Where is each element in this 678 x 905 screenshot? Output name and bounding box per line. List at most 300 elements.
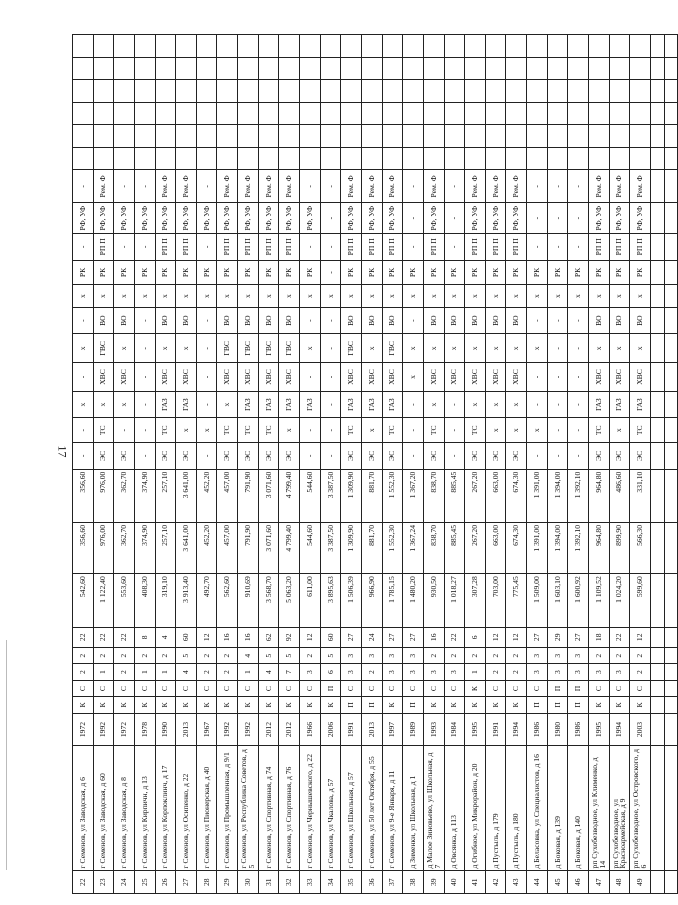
cell-facade: РФ, УФ [361,203,382,234]
cell-empty [320,147,341,170]
cell-gas: х [485,391,506,418]
cell-cold-water: - [134,363,155,392]
cell-drainage: ВО [423,307,444,334]
cell-empty [361,80,382,103]
cell-empty [134,102,155,125]
cell-area-residential: 267,20 [465,469,486,522]
cell-empty [341,147,362,170]
cell-empty [664,307,678,334]
cell-electric: ЭС [238,443,259,470]
cell-drainage: ВО [155,307,176,334]
cell-entrances: 2 [609,648,630,664]
cell-empty [506,125,527,148]
cell-empty [650,125,664,148]
cell-empty [664,443,678,470]
cell-empty [341,35,362,58]
cell-empty [93,35,114,58]
cell-empty [547,80,568,103]
cell-facade: - [444,203,465,234]
cell-empty [465,57,486,80]
cell-drainage: ВО [444,307,465,334]
cell-empty [650,57,664,80]
cell-empty [341,125,362,148]
cell-gas-heat: х [506,418,527,443]
cell-area-living: 1 392,10 [568,523,589,574]
cell-roof-x: х [279,285,300,308]
cell-roof-x: х [176,285,197,308]
cell-empty [664,80,678,103]
blank-row [650,35,664,894]
cell-area-total: 542,60 [73,574,94,627]
cell-build-year: 1989 [403,713,424,746]
cell-lift: РП П [382,234,403,261]
cell-empty [650,418,664,443]
cell-empty [664,391,678,418]
cell-empty [589,125,610,148]
cell-address: г Семенов, ул 9-е Января, д 11 [382,746,403,871]
cell-cold-water: ХВС [444,363,465,392]
cell-apartments: 22 [73,627,94,648]
cell-hot-water: х [527,334,548,363]
cell-empty [664,746,678,871]
rotated-table-wrapper [72,34,649,894]
table-row [423,35,444,894]
cell-roof-x: х [568,285,589,308]
cell-cold-water: - [300,363,321,392]
cell-gas-heat: ТС [258,418,279,443]
cell-entrances: 2 [444,648,465,664]
cell-wall-material: П [361,697,382,713]
cell-floor-type: С [506,680,527,696]
cell-empty [73,102,94,125]
cell-empty [423,57,444,80]
cell-hot-water: ГВС [279,334,300,363]
cell-area-total: 492,70 [196,574,217,627]
cell-gas-heat: ТС [630,418,651,443]
cell-area-residential: 1 392,10 [568,469,589,522]
cell-apartments: 12 [196,627,217,648]
cell-drainage: ВО [341,307,362,334]
cell-floors: 2 [485,664,506,680]
cell-cold-water: ХВС [382,363,403,392]
cell-area-living: 257,10 [155,523,176,574]
cell-empty [361,35,382,58]
cell-area-residential: 663,00 [485,469,506,522]
cell-gas-heat: ТС [341,418,362,443]
cell-gas: ГАЗ [300,391,321,418]
cell-build-year: 1992 [238,713,259,746]
cell-electric: ЭС [465,443,486,470]
cell-empty [609,57,630,80]
cell-row-number: 29 [217,871,238,894]
cell-cold-water: ХВС [155,363,176,392]
cell-gas-heat: х [279,418,300,443]
cell-lift: - [547,234,568,261]
cell-row-number: 36 [361,871,382,894]
cell-drainage: - [527,307,548,334]
cell-floors: 2 [361,664,382,680]
cell-gas-heat: х [176,418,197,443]
table-row [444,35,465,894]
cell-floor-type: С [114,680,135,696]
cell-empty [444,102,465,125]
cell-build-year: 1994 [609,713,630,746]
cell-empty [589,147,610,170]
cell-roof-x: х [134,285,155,308]
cell-address: д Малое Зиновьево, ул Школьная, д 7 [423,746,444,871]
cell-facade: РФ, УФ [485,203,506,234]
cell-roof: РК [506,260,527,285]
cell-address: г Семенов, ул Корпоклинч, д 17 [155,746,176,871]
cell-area-total: 1 122,40 [93,574,114,627]
cell-build-year: 1972 [114,713,135,746]
cell-wall-material: К [423,697,444,713]
cell-address: д Овсянка, д 113 [444,746,465,871]
cell-facade: РФ, УФ [465,203,486,234]
cell-roof: РК [465,260,486,285]
cell-empty [650,234,664,261]
cell-hot-water: - [320,334,341,363]
cell-empty [664,418,678,443]
cell-facade: РФ, УФ [73,203,94,234]
cell-roof: РК [589,260,610,285]
cell-row-number: 45 [547,871,568,894]
cell-empty [609,80,630,103]
cell-wall-material: П [403,697,424,713]
cell-lift: - [300,234,321,261]
cell-wall-material: К [196,697,217,713]
cell-area-residential: 976,00 [93,469,114,522]
cell-repair: Рем. Ф [630,170,651,203]
cell-area-total: 408,30 [134,574,155,627]
cell-empty [361,125,382,148]
cell-empty [444,80,465,103]
cell-roof: РК [382,260,403,285]
cell-hot-water: х [300,334,321,363]
cell-entrances: 3 [382,648,403,664]
cell-empty [609,125,630,148]
cell-floors: 3 [609,664,630,680]
cell-empty [664,871,678,894]
cell-empty [196,57,217,80]
cell-hot-water: х [609,334,630,363]
cell-repair: Рем. Ф [485,170,506,203]
cell-empty [568,147,589,170]
cell-area-total: 1 509,00 [527,574,548,627]
cell-empty [664,627,678,648]
housing-register-table [72,34,678,894]
cell-wall-material: П [547,697,568,713]
cell-drainage: - [568,307,589,334]
cell-drainage: ВО [465,307,486,334]
cell-facade: РФ, УФ [258,203,279,234]
cell-cold-water: х [403,363,424,392]
cell-empty [258,125,279,148]
cell-empty [320,57,341,80]
cell-wall-material: К [238,697,259,713]
cell-row-number: 39 [423,871,444,894]
cell-roof: РК [300,260,321,285]
cell-empty [664,574,678,627]
cell-wall-material: К [279,697,300,713]
cell-empty [155,125,176,148]
cell-area-residential: 1 309,90 [341,469,362,522]
cell-gas-heat: ТС [155,418,176,443]
cell-empty [300,147,321,170]
cell-empty [238,102,259,125]
cell-empty [155,57,176,80]
cell-cold-water: ХВС [423,363,444,392]
cell-entrances: 2 [196,648,217,664]
cell-facade: - [527,203,548,234]
cell-gas-heat: - [73,418,94,443]
cell-cold-water: ХВС [176,363,197,392]
cell-empty [630,147,651,170]
cell-area-living: 4 799,40 [279,523,300,574]
cell-repair: - [320,170,341,203]
cell-area-living: 881,70 [361,523,382,574]
cell-empty [527,57,548,80]
cell-drainage: ВО [485,307,506,334]
cell-floors: 3 [527,664,548,680]
cell-floor-type: П [547,680,568,696]
cell-build-year: 1995 [465,713,486,746]
cell-empty [258,57,279,80]
cell-roof-x: х [361,285,382,308]
cell-empty [403,35,424,58]
cell-cold-water: ХВС [609,363,630,392]
cell-empty [238,147,259,170]
cell-empty [589,35,610,58]
cell-row-number: 44 [527,871,548,894]
cell-empty [547,35,568,58]
cell-area-living: 838,70 [423,523,444,574]
cell-drainage: - [300,307,321,334]
cell-lift: РП П [217,234,238,261]
cell-apartments: 27 [527,627,548,648]
cell-empty [300,125,321,148]
cell-repair: Рем. Ф [382,170,403,203]
cell-hot-water: х [589,334,610,363]
cell-empty [155,80,176,103]
cell-electric: ЭС [485,443,506,470]
cell-empty [527,35,548,58]
cell-empty [664,713,678,746]
cell-empty [258,102,279,125]
cell-floors: 3 [382,664,403,680]
cell-repair: - [547,170,568,203]
cell-gas-heat: - [320,418,341,443]
cell-empty [650,147,664,170]
cell-area-total: 1 506,39 [341,574,362,627]
table-row [258,35,279,894]
cell-gas-heat: - [134,418,155,443]
cell-roof: РК [279,260,300,285]
cell-wall-material: К [589,697,610,713]
cell-entrances: 2 [114,648,135,664]
cell-area-total: 562,60 [217,574,238,627]
cell-roof: РК [258,260,279,285]
cell-entrances: 3 [527,648,548,664]
cell-row-number: 24 [114,871,135,894]
cell-drainage: - [196,307,217,334]
cell-drainage: ВО [506,307,527,334]
cell-drainage: - [547,307,568,334]
cell-roof-x: х [320,285,341,308]
cell-floor-type: С [238,680,259,696]
cell-empty [134,125,155,148]
cell-empty [664,680,678,696]
cell-floor-type: С [361,680,382,696]
cell-repair: - [527,170,548,203]
cell-roof-x: х [73,285,94,308]
cell-empty [527,102,548,125]
cell-electric: ЭС [155,443,176,470]
cell-row-number: 40 [444,871,465,894]
table-row [238,35,259,894]
cell-area-living: 3 641,00 [176,523,197,574]
cell-address: г Семенов, ул Чернышевского, д 22 [300,746,321,871]
cell-row-number: 37 [382,871,403,894]
table-row [547,35,568,894]
cell-empty [196,125,217,148]
cell-lift: РП П [155,234,176,261]
cell-apartments: 18 [589,627,610,648]
table-row [341,35,362,894]
cell-empty [568,80,589,103]
cell-floors: 1 [155,664,176,680]
cell-row-number: 43 [506,871,527,894]
cell-build-year: 1984 [444,713,465,746]
cell-repair: Рем. Ф [465,170,486,203]
cell-lift: РП П [609,234,630,261]
cell-empty [506,35,527,58]
cell-wall-material: К [155,697,176,713]
cell-build-year: 1990 [155,713,176,746]
cell-apartments: 16 [238,627,259,648]
cell-empty [589,80,610,103]
cell-empty [93,57,114,80]
cell-build-year: 2006 [320,713,341,746]
cell-area-total: 1 480,20 [403,574,424,627]
cell-electric: ЭС [114,443,135,470]
cell-roof: - [320,260,341,285]
cell-facade: РФ, УФ [589,203,610,234]
cell-empty [279,147,300,170]
cell-facade: - [568,203,589,234]
cell-empty [196,35,217,58]
cell-empty [217,80,238,103]
cell-area-living: 976,00 [93,523,114,574]
table-body [73,35,678,894]
cell-floors: 1 [134,664,155,680]
cell-lift: РП П [485,234,506,261]
cell-empty [630,35,651,58]
cell-wall-material: К [444,697,465,713]
table-row [196,35,217,894]
cell-entrances: 5 [320,648,341,664]
cell-row-number: 35 [341,871,362,894]
cell-roof-x: х [527,285,548,308]
cell-row-number: 30 [238,871,259,894]
cell-empty [444,125,465,148]
cell-row-number: 48 [609,871,630,894]
cell-facade: РФ, УФ [176,203,197,234]
scan-edge-line [6,640,7,870]
cell-empty [547,102,568,125]
cell-roof-x: х [217,285,238,308]
cell-empty [279,102,300,125]
cell-empty [650,697,664,713]
cell-empty [320,125,341,148]
cell-address: д Боковая, д 139 [547,746,568,871]
cell-cold-water: ХВС [630,363,651,392]
cell-roof: РК [93,260,114,285]
cell-electric: - [527,443,548,470]
cell-floors: 1 [465,664,486,680]
table-row [382,35,403,894]
cell-drainage: ВО [258,307,279,334]
cell-drainage: ВО [238,307,259,334]
cell-empty [382,147,403,170]
cell-area-living: 356,60 [73,523,94,574]
table-row [361,35,382,894]
cell-empty [630,102,651,125]
cell-empty [568,102,589,125]
cell-floor-type: С [403,680,424,696]
cell-row-number: 42 [485,871,506,894]
cell-facade: РФ, УФ [279,203,300,234]
cell-repair: Рем. Ф [279,170,300,203]
cell-gas: - [320,391,341,418]
cell-gas-heat: ТС [238,418,259,443]
cell-area-total: 599,60 [630,574,651,627]
cell-area-total: 319,10 [155,574,176,627]
table-row [403,35,424,894]
cell-gas: - [134,391,155,418]
cell-gas: х [465,391,486,418]
cell-repair: - [444,170,465,203]
cell-area-residential: 331,10 [630,469,651,522]
cell-cold-water: - [527,363,548,392]
cell-gas-heat: - [568,418,589,443]
cell-cold-water: ХВС [589,363,610,392]
cell-row-number: 32 [279,871,300,894]
cell-roof-x: х [258,285,279,308]
cell-drainage: ВО [93,307,114,334]
cell-empty [664,523,678,574]
page-number: 17 [55,445,70,458]
cell-electric: ЭС [382,443,403,470]
cell-hot-water: х [73,334,94,363]
cell-roof: РК [547,260,568,285]
cell-drainage: ВО [609,307,630,334]
cell-address: г Семенов, ул Осипенко, д 22 [176,746,197,871]
cell-empty [664,285,678,308]
cell-wall-material: К [320,697,341,713]
cell-hot-water: ГВС [258,334,279,363]
cell-electric: ЭС [176,443,197,470]
cell-empty [650,680,664,696]
cell-area-living: 457,00 [217,523,238,574]
cell-empty [361,57,382,80]
cell-lift: РП П [506,234,527,261]
cell-area-total: 1 603,10 [547,574,568,627]
cell-electric: - [300,443,321,470]
cell-area-residential: 1 552,30 [382,469,403,522]
cell-address: рп Сухобезводное, ул Красноармейская, д 9 [609,746,630,871]
cell-row-number: 46 [568,871,589,894]
